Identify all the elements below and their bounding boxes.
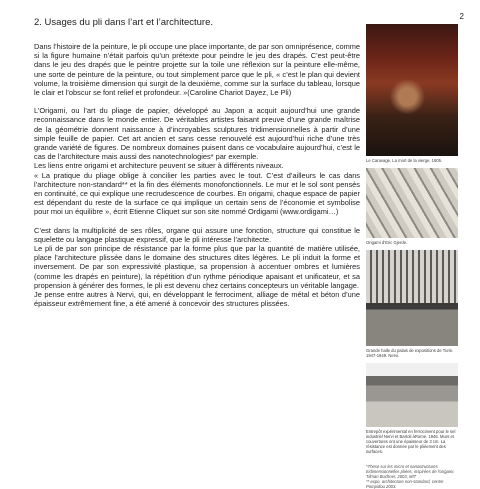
paragraph-roles: C’est dans la multiplicité de ses rôles, organe qui assure une fonction, structure qui constitue le squelette ou langage plastique expressif, que le pli intéresse l’architecte. bbox=[34, 225, 360, 244]
footnotes bbox=[366, 464, 458, 489]
turin-hall-image bbox=[366, 250, 458, 346]
page-number: 2 bbox=[459, 12, 464, 21]
paragraph-nervi: Je pense entre autres à Nervi, qui, en développant le ferrociment, alliage de métal et béton d’une épaisseur extrêmement fine, a été amené à concevoir des structures plissées. bbox=[34, 290, 360, 309]
paragraph-origami: L’Origami, ou l’art du pliage de papier, développé au Japon a acquit aujourd’hui une grande reconnaissance dans le monde entier. De véritables artistes faisant preuve d’une grande maîtrise de la géométrie donnent naissance à d’incroyables sculptures tridimensionnelles à partir d’une simple feuille de papier. Cet art ancien et sans cesse renouvelé est aujourd’hui riche d’une très grande variété de figures. De nombreux domaines puisent dans ce vocabulaire aujourd’hui, c’est le cas de l’architecture mais aussi des nanotechnologies* par exemple. bbox=[34, 106, 360, 162]
caption-caravaggio: Le Caravage, La mort de la vierge, 1605. bbox=[366, 158, 443, 163]
caravaggio-painting-image bbox=[366, 24, 458, 156]
paragraph-links: Les liens entre origami et architecture peuvent se situer à différents niveaux. bbox=[34, 161, 284, 171]
footnote-1: *These sur les micro et nanostructures tridimensionnelles pliées, inspirées de l’origami. Tilman Buchner, 2003, MIT bbox=[366, 464, 455, 479]
warehouse-image bbox=[366, 363, 458, 427]
figure-warehouse bbox=[366, 363, 458, 454]
caption-warehouse: Entrepôt expérimental en ferrociment pour le sel industriel Nervi et Bartoli àRome, 1946. Murs et couvertures ont une épaisseur de 3 cm. La résistance est donnée par le pliéement des surfaces. bbox=[366, 429, 456, 454]
paragraph-painting: Dans l’histoire de la peinture, le pli occupe une place importante, de par son omniprésence, comme si la figure humaine n’était parfois qu’un prétexte pour peindre le jeu des drapés. C’est peut-être dans le jeu des drapés que le peintre projette sur la toile une réflexion sur la peinture elle-même, une sorte de peinture de la peinture, ou tout simplement parce que le pli, « c’est le plan qui devient volume, la troisième dimension qui surgit de la deuxième, comme sur la surface du tableau, lorsque le clair et l’obscur se font relief et profondeur. »(Caroline Chariot Dayez, Le Pli) bbox=[34, 42, 360, 98]
paragraph-structure: Le pli de par son principe de résistance par la forme plus que par la quantité de matière utilisée, place l’architecture plissée dans le domaine des structures dites légères. Le pli induit la forme et inversement. De par son expressivité plastique, sa propension à accentuer ombres et lumières (comme les drapés en peinture), la répétition d’un rythme périodique apaisant et unificateur, et sa propension à générer des formes, le pli est devenu chez certains concepteurs un véritable langage. bbox=[34, 244, 360, 290]
origami-image bbox=[366, 168, 458, 238]
caption-turin-hall: Grande halle du palais de expositions de Turin. 1947-1949. Nervi. bbox=[366, 348, 454, 358]
body-text bbox=[34, 42, 360, 308]
figure-turin-hall bbox=[366, 250, 458, 358]
caption-origami: Origami d’Eric Gjerde. bbox=[366, 240, 408, 245]
figure-origami bbox=[366, 168, 458, 245]
paragraph-quote: « La pratique du pliage oblige à concilier les parties avec le tout. C’est d’ailleurs le cas dans l’architecture non-standard** et la fin des éléments monofonctionnels. Le mur et le sol sont pensés en continuité, ce qui explique une recrudescence de courbes. En origami, chaque espace de papier est dépendant du reste de la surface ce qui implique un certain sens de l’économie et symbolise pour moi un équilibre », écrit Etienne Cliquet sur son site nommé Ordigami (www.ordigami…) bbox=[34, 170, 360, 217]
figure-caravaggio bbox=[366, 24, 458, 163]
footnote-2: ** expo. architecture non-standard, centre Pompidou 2003. bbox=[366, 479, 444, 489]
section-heading: 2. Usages du pli dans l’art et l’architecture. bbox=[34, 17, 214, 28]
figures-column bbox=[366, 24, 458, 489]
